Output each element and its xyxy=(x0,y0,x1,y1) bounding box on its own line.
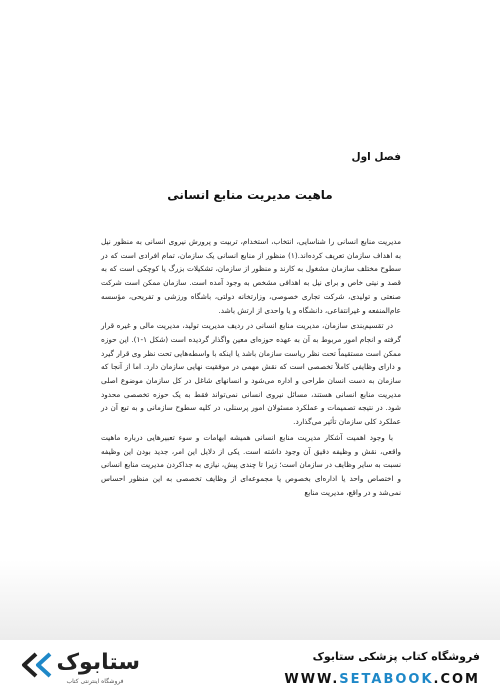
logo-tagline: فروشگاه اینترنتی کتاب xyxy=(66,678,124,685)
shop-name: فروشگاه کتاب پزشکی ستابوک xyxy=(312,650,480,663)
logo-wordmark: ستابوک xyxy=(56,650,140,675)
url-brand: SETABOOK xyxy=(339,672,434,687)
paragraph: مدیریت منابع انسانی را شناسایی، انتخاب، استخدام، تربیت و پرورش نیروی انسانی به منظور نیل به اهداف سازمان تعریف کرده‌اند.(۱) منظور از منابع انسانی یک سازمان، تمام افرادی است که در سطوح مختلف سازمان مشغول به کارند و منظور از سازمان، تشکیلات بزرگ یا کوچکی است که به قصد و نیتی خاص و برای نیل به اهدافی مشخص به وجود آمده است. سازمان ممکن است شرکت صنعتی و تولیدی، شرکت تجاری خصوصی، وزارتخانه دولتی، باشگاه ورزشی و تفریحی، مؤسسه عام‌المنفعه و غیرانتفاعی، دانشگاه و یا واحدی از ارتش باشد. xyxy=(101,237,401,315)
url-suffix: .COM xyxy=(433,672,480,687)
scan-shadow xyxy=(0,560,500,640)
paragraph: در تقسیم‌بندی سازمان، مدیریت منابع انسانی در ردیف مدیریت تولید، مدیریت مالی و غیره قرار گرفته و انجام امور مربوط به آن به عهده حوزه‌ای معین واگذار گردیده است (شکل ۱-۱). این حوزه ممکن است مستقیماً تحت نظر ریاست سازمان باشد یا اینکه با واسطه‌هایی تحت نظر وی قرار گیرد و دارای وظایفی کاملاً تخصصی است که نقش مهمی در موفقیت نهایی سازمان دارد. اما از آنجا که سازمان به دست انسان طراحی و اداره می‌شود و انسانهای شاغل در کل سازمان موضوع اصلی مدیریت منابع انسانی هستند، مسائل نیروی انسانی نمی‌تواند فقط به یک حوزه تخصصی محدود شود. در نتیجه تصمیمات و عملکرد مسئولان امور پرسنلی، در کلیه سطوح سازمانی و به تبع آن در عملکرد کلی سازمان تأثیر می‌گذارد. xyxy=(101,321,401,427)
chapter-title: ماهیت مدیریت منابع انسانی xyxy=(167,188,333,202)
chapter-label: فصل اول xyxy=(351,151,401,163)
setabook-logo[interactable] xyxy=(20,650,140,692)
paragraph: با وجود اهمیت آشکار مدیریت منابع انسانی همیشه ابهامات و سوء تعبیرهایی درباره ماهیت واقعی، نقش و وظیفه دقیق آن وجود داشته است. یکی از دلایل این امر، جدید بودن این وظیفه نسبت به سایر وظایف در سازمان است؛ زیرا تا چندی پیش، نیازی به جداکردن مدیریت منابع انسانی و اختصاص واحد یا اداره‌ای بخصوص یا مجموعه‌ای از وظایف تخصصی به این منظور احساس نمی‌شد و در واقع، مدیریت منابع xyxy=(101,432,401,497)
double-chevron-left-icon xyxy=(20,650,60,680)
shop-url[interactable] xyxy=(240,672,480,687)
body-text xyxy=(101,235,401,501)
url-prefix: WWW. xyxy=(284,672,340,687)
